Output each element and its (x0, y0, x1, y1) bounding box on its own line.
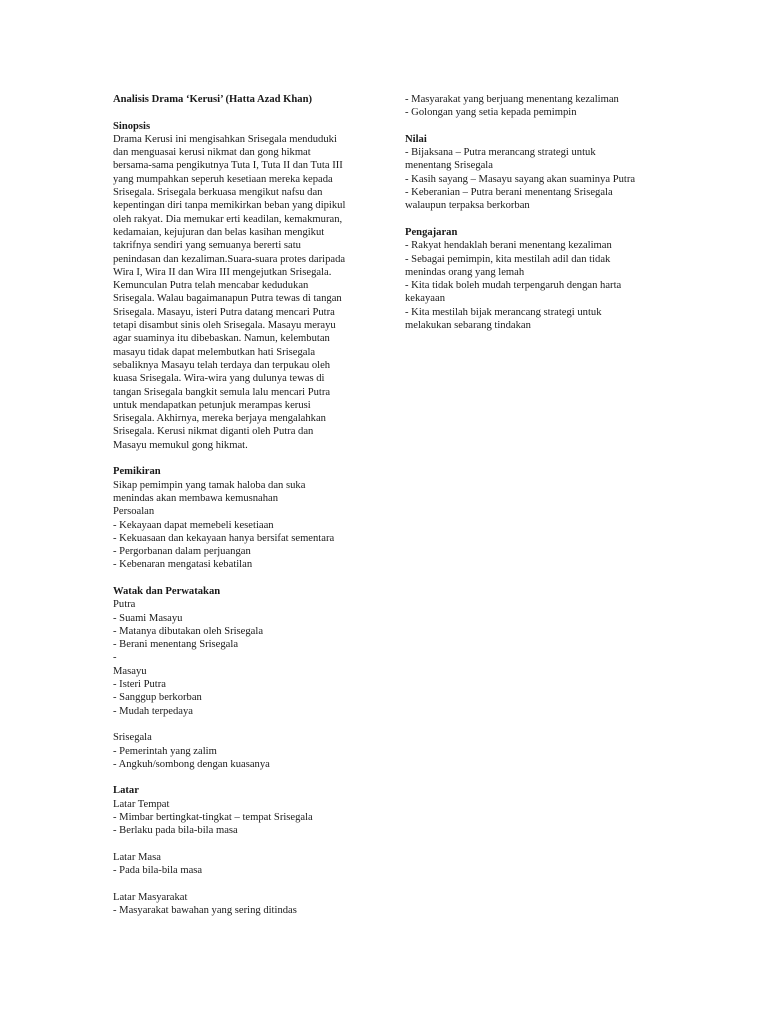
text-line: - Mimbar bertingkat-tingkat – tempat Srisegala (113, 812, 313, 824)
text-line: - Sanggup berkorban (113, 692, 202, 704)
heading-latar: Latar (113, 785, 139, 797)
text-line: kedamaian, kejujuran dan belas kasihan mengikut (113, 226, 325, 238)
text-line: melakukan sebarang tindakan (405, 320, 531, 332)
nilai-body (405, 146, 637, 212)
text-line: menindas orang yang lemah (405, 266, 525, 278)
text-line: oleh rakyat. Dia memukar erti keadilan, kemakmuran, (113, 213, 343, 225)
text-line: penindasan dan kezaliman.Suara-suara protes daripada (113, 253, 346, 265)
latar-continued-body (405, 93, 637, 120)
text-line: - Kasih sayang – Masayu sayang akan suaminya Putra (405, 173, 636, 185)
text-line: - Kita tidak boleh mudah terpengaruh dengan harta (405, 280, 622, 292)
section-latar (113, 784, 368, 917)
text-line: - Masyarakat bawahan yang sering ditindas (113, 905, 297, 917)
text-line: - Golongan yang setia kepada pemimpin (405, 107, 577, 119)
text-line: agar suaminya itu dibebaskan. Namun, kelembutan (113, 333, 330, 345)
text-line: kepentingan diri tanpa memikirkan beban yang dipikul (113, 200, 346, 212)
text-line: - Pada bila-bila masa (113, 865, 203, 877)
text-line: - Pemerintah yang zalim (113, 745, 217, 757)
text-line: Srisegala. Masayu, isteri Putra datang mencari Putra (113, 306, 335, 318)
text-line: Srisegala. Srisegala berkuasa mengikut nafsu dan (113, 187, 323, 199)
text-line: Masayu (113, 665, 147, 677)
text-line: - Masyarakat yang berjuang menentang kezaliman (405, 94, 619, 105)
text-line: - Berlaku pada bila-bila masa (113, 825, 238, 837)
section-pengajaran (405, 226, 637, 332)
text-line: Srisegala. Akhirnya, mereka berjaya mengalahkan (113, 413, 326, 425)
text-line: - Pergorbanan dalam perjuangan (113, 546, 251, 558)
text-line: dan menguasai kerusi nikmat dan gong hikmat (113, 147, 311, 159)
text-line: - Berani menentang Srisegala (113, 639, 239, 651)
text-line: - Sebagai pemimpin, kita mestilah adil dan tidak (405, 253, 611, 265)
text-line: Srisegala. Walau bagaimanapun Putra tewas di tangan (113, 293, 342, 305)
text-line: Masayu memukul gong hikmat. (113, 439, 248, 451)
left-column (113, 93, 368, 917)
section-watak (113, 585, 368, 771)
text-line: kuasa Srisegala. Wira-wira yang dulunya tewas di (113, 373, 325, 385)
pengajaran-body (405, 239, 637, 332)
heading-pemikiran: Pemikiran (113, 466, 161, 478)
heading-watak: Watak dan Perwatakan (113, 585, 221, 597)
text-line: - Kekayaan dapat memebeli kesetiaan (113, 519, 274, 531)
text-line (113, 718, 368, 731)
text-line: bersama-sama pengikutnya Tuta I, Tuta II dan Tuta III (113, 160, 343, 172)
text-line: - Kebenaran mengatasi kebatilan (113, 559, 253, 571)
right-column (405, 93, 637, 332)
document-title: Analisis Drama ‘Kerusi’ (Hatta Azad Khan) (113, 94, 313, 105)
text-line: Srisegala (113, 732, 152, 744)
text-line: Drama Kerusi ini mengisahkan Srisegala menduduki (113, 133, 337, 145)
heading-sinopsis: Sinopsis (113, 120, 151, 132)
text-line: - Suami Masayu (113, 612, 183, 624)
text-line: kekayaan (405, 293, 445, 305)
text-line: Putra (113, 599, 136, 611)
text-line (113, 838, 368, 851)
text-line: - Keberanian – Putra berani menentang Srisegala (405, 187, 613, 199)
text-line: Sikap pemimpin yang tamak haloba dan suka (113, 479, 306, 491)
text-line: Latar Masyarakat (113, 891, 188, 903)
text-line: tetapi disambut sinis oleh Srisegala. Masayu merayu (113, 320, 336, 332)
text-line: untuk mendapatkan petunjuk merampas kerusi (113, 399, 311, 411)
watak-body (113, 598, 368, 771)
text-line: Latar Masa (113, 851, 161, 863)
text-line: sebaliknya Masayu telah terdaya dan terpukau oleh (113, 359, 331, 371)
section-nilai (405, 133, 637, 213)
text-line (113, 878, 368, 891)
text-line: menindas akan membawa kemusnahan (113, 492, 279, 504)
sinopsis-body (113, 133, 368, 452)
text-line: - Rakyat hendaklah berani menentang kezaliman (405, 240, 612, 252)
text-line: - (113, 652, 117, 664)
text-line: menentang Srisegala (405, 160, 493, 172)
text-line: - Bijaksana – Putra merancang strategi untuk (405, 147, 596, 159)
pemikiran-body (113, 479, 368, 572)
section-latar-continued (405, 93, 637, 120)
text-line: Srisegala. Kerusi nikmat diganti oleh Putra dan (113, 426, 314, 438)
text-line: - Mudah terpedaya (113, 705, 194, 717)
text-line: Latar Tempat (113, 798, 170, 810)
text-line: yang mumpahkan seperuh kesetiaan mereka kepada (113, 173, 333, 185)
text-line: - Angkuh/sombong dengan kuasanya (113, 758, 270, 770)
text-line: takrifnya sendiri yang semuanya bererti satu (113, 240, 301, 252)
text-line: - Matanya dibutakan oleh Srisegala (113, 625, 264, 637)
text-line: Kemunculan Putra telah mencabar kedudukan (113, 280, 309, 292)
text-line: Wira I, Wira II dan Wira III mengejutkan Srisegala. (113, 266, 332, 278)
heading-pengajaran: Pengajaran (405, 226, 458, 238)
text-line: walaupun terpaksa berkorban (405, 200, 530, 212)
section-sinopsis (113, 120, 368, 452)
latar-body (113, 798, 368, 918)
text-line: - Kekuasaan dan kekayaan hanya bersifat sementara (113, 532, 335, 544)
text-line: tangan Srisegala bangkit semula lalu mencari Putra (113, 386, 331, 398)
heading-nilai: Nilai (405, 133, 427, 145)
text-line: masayu tidak dapat melembutkan hati Srisegala (113, 346, 316, 358)
section-pemikiran (113, 465, 368, 571)
text-line: - Kita mestilah bijak merancang strategi untuk (405, 306, 602, 318)
text-line: Persoalan (113, 506, 155, 518)
text-line: - Isteri Putra (113, 679, 166, 691)
